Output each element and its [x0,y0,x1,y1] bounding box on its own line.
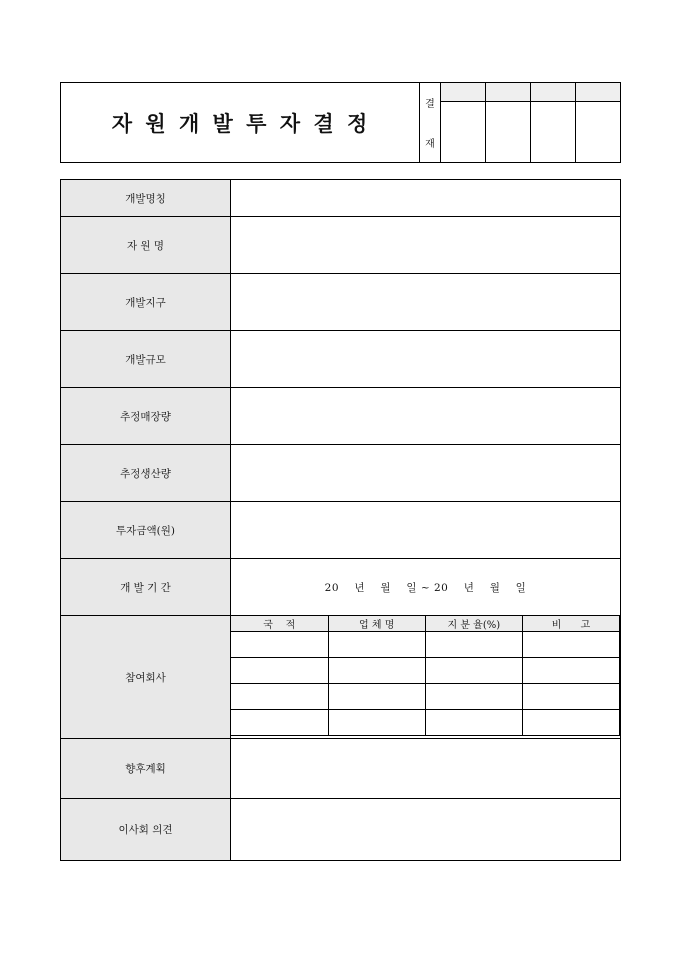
approval-title-cell[interactable] [576,83,620,102]
cell-company-name[interactable] [328,632,425,658]
participants-table [231,616,620,736]
form-row [61,799,621,861]
label-scale: 개발규모 [61,331,231,388]
header-nationality: 국 적 [231,616,328,632]
label-investment: 투자금액(원) [61,502,231,559]
approval-title-cell[interactable] [531,83,575,102]
label-district: 개발지구 [61,274,231,331]
participants-cell [231,616,621,739]
form-row [61,274,621,331]
field-period[interactable]: 20 년 월 일 ~ 20 년 월 일 [231,559,621,616]
approval-sign-cell[interactable] [531,102,575,162]
approval-sign-cell[interactable] [576,102,620,162]
field-production[interactable] [231,445,621,502]
approval-columns [440,83,620,162]
approval-label [419,83,440,162]
approval-box [419,83,620,162]
cell-company-name[interactable] [328,658,425,684]
participants-header-row [231,616,620,632]
approval-column [485,83,530,162]
label-reserves: 추정매장량 [61,388,231,445]
form-row [61,331,621,388]
form-row [61,559,621,616]
approval-column [530,83,575,162]
document-title: 자 원 개 발 투 자 결 정 [111,110,369,136]
cell-share-ratio[interactable] [425,632,522,658]
participants-row [231,684,620,710]
approval-title-cell[interactable] [441,83,485,102]
participants-row [231,632,620,658]
form-row [61,388,621,445]
approval-title-cell[interactable] [486,83,530,102]
cell-company-name[interactable] [328,684,425,710]
field-scale[interactable] [231,331,621,388]
form-row [61,739,621,799]
field-board-opinion[interactable] [231,799,621,861]
cell-remarks[interactable] [522,710,619,736]
approval-column [575,83,620,162]
label-participants: 참여회사 [61,616,231,739]
approval-label-bottom: 재 [425,138,435,150]
form-row [61,180,621,217]
cell-share-ratio[interactable] [425,658,522,684]
field-reserves[interactable] [231,388,621,445]
cell-remarks[interactable] [522,658,619,684]
approval-sign-cell[interactable] [486,102,530,162]
form-row [61,445,621,502]
form-row [61,616,621,739]
cell-nationality[interactable] [231,658,328,684]
cell-share-ratio[interactable] [425,710,522,736]
investment-form-table [60,179,621,861]
label-future-plan: 향후계획 [61,739,231,799]
header-share-ratio: 지 분 율(%) [425,616,522,632]
cell-share-ratio[interactable] [425,684,522,710]
label-period: 개 발 기 간 [61,559,231,616]
label-development-name: 개발명칭 [61,180,231,217]
label-resource-name: 자 원 명 [61,217,231,274]
cell-remarks[interactable] [522,684,619,710]
approval-column [441,83,485,162]
cell-nationality[interactable] [231,684,328,710]
header-remarks: 비 고 [522,616,619,632]
form-row [61,217,621,274]
label-production: 추정생산량 [61,445,231,502]
field-district[interactable] [231,274,621,331]
header-company-name: 업 체 명 [328,616,425,632]
label-board-opinion: 이사회 의견 [61,799,231,861]
approval-sign-cell[interactable] [441,102,485,162]
document-header [60,82,621,163]
form-row [61,502,621,559]
approval-label-top: 결 [425,99,435,111]
field-investment[interactable] [231,502,621,559]
cell-remarks[interactable] [522,632,619,658]
cell-company-name[interactable] [328,710,425,736]
field-development-name[interactable] [231,180,621,217]
field-future-plan[interactable] [231,739,621,799]
field-resource-name[interactable] [231,217,621,274]
cell-nationality[interactable] [231,710,328,736]
participants-row [231,658,620,684]
cell-nationality[interactable] [231,632,328,658]
participants-row [231,710,620,736]
